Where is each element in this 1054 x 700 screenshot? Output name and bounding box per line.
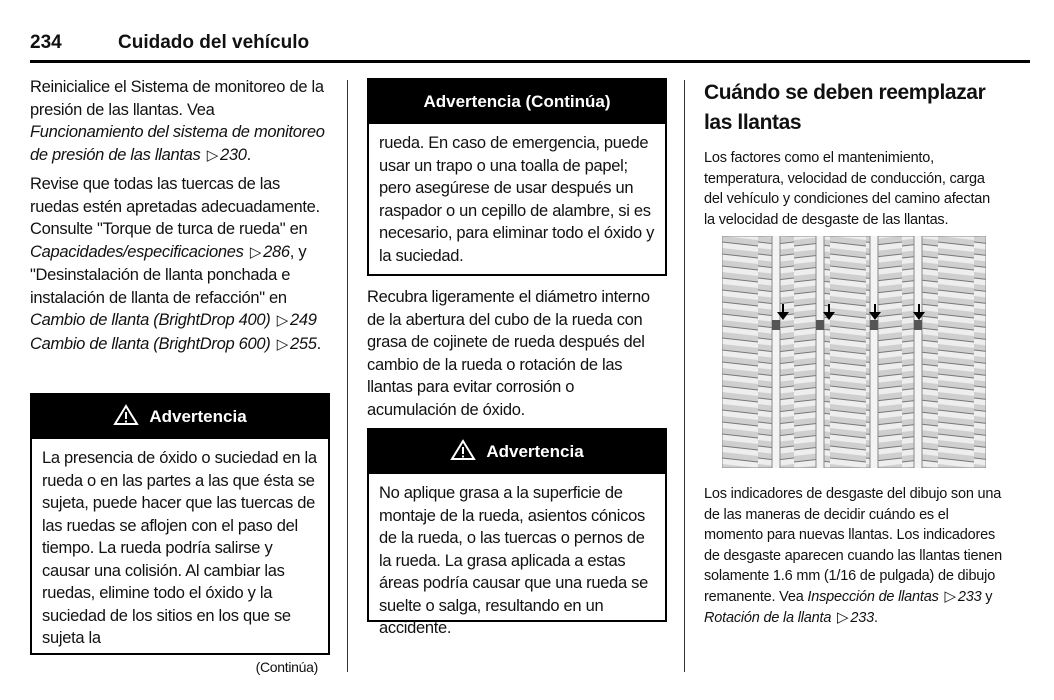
link-capacities[interactable]: Capacidades/especificaciones (30, 242, 244, 261)
warning-header (369, 430, 665, 474)
warning-title: Advertencia (Continúa) (423, 92, 611, 111)
paragraph-reset-tpms: Reinicialice el Sistema de monitoreo de la presión de las llantas. Vea Funcionamiento del sistema de monitoreo de presión de las llantas ▷ 230. (30, 78, 325, 164)
warning-triangle-icon (450, 439, 476, 466)
column-middle (367, 286, 667, 427)
column-divider (347, 80, 348, 672)
warning-title: Advertencia (486, 442, 584, 461)
page-ref-icon: ▷ (249, 243, 262, 261)
warning-box-grease (367, 428, 667, 637)
column-right (704, 78, 1004, 236)
link-tpms-operation[interactable]: Funcionamiento del sistema de monitoreo de presión de las llantas (30, 123, 325, 164)
paragraph-wear-indicators: Los indicadores de desgaste del dibujo son una de las maneras de decidir cuándo es el momento para nuevas llantas. Los indicadores de desgaste aparecen cuando las llantas tienen solamente 1.6 mm (1/16 de pulgada) de dibujo remanente. Vea Inspección de llantas ▷ 233 y Rotación de la llanta ▷ 233. (704, 486, 1002, 626)
warning-box-continued (367, 78, 667, 276)
warning-header (369, 80, 665, 124)
paragraph-wear-factors: Los factores como el mantenimiento, temperatura, velocidad de conducción, carga del vehículo y condiciones del camino afectan la velocidad de desgaste de las llantas. (704, 150, 991, 228)
page-ref-icon: ▷ (206, 146, 218, 164)
link-tire-inspection[interactable]: Inspección de llantas (807, 588, 939, 605)
page-ref-icon: ▷ (944, 587, 956, 605)
column-divider (684, 80, 685, 672)
warning-body: rueda. En caso de emergencia, puede usar un trapo o una toalla de papel; pero asegúrese de usar después un raspador o un cepillo de alambre, si es necesario, para eliminar todo el óxido y la suciedad. (379, 134, 655, 265)
section-title: Cuidado del vehículo (118, 32, 310, 53)
link-tire-change-400[interactable]: Cambio de llanta (BrightDrop 400) (30, 311, 271, 329)
link-tire-rotation[interactable]: Rotación de la llanta (704, 609, 832, 626)
section-heading: Cuándo se deben reemplazar las llantas (704, 81, 986, 134)
page-number: 234 (30, 32, 62, 53)
page-header (30, 30, 1030, 63)
page-ref-icon: ▷ (837, 608, 849, 626)
tread-wear-indicator-illustration (722, 236, 986, 468)
page-ref-icon: ▷ (276, 335, 289, 353)
warning-triangle-icon (113, 404, 139, 431)
column-left (30, 76, 330, 362)
warning-header (32, 395, 328, 439)
link-tire-change-600[interactable]: Cambio de llanta (BrightDrop 600) (30, 334, 271, 353)
continued-label: (Continúa) (255, 658, 318, 675)
warning-body: No aplique grasa a la superficie de montaje de la rueda, asientos cónicos de la rueda, o las tuercas o pernos de la rueda. La grasa aplicada a estas áreas podría causar que una rueda se suelte o salga, resultando en un accidente. (379, 484, 648, 637)
page-ref-icon: ▷ (276, 312, 289, 329)
warning-body: La presencia de óxido o suciedad en la rueda o en las partes a las que ésta se sujeta, puede hacer que las tuercas de las ruedas se aflojen con el paso del tiempo. La rueda podría salirse y causar una colisión. Al cambiar las ruedas, elimine todo el óxido y la suciedad de los sitios en los que se sujeta la (Continúa) (32, 439, 328, 682)
paragraph-grease-hub: Recubra ligeramente el diámetro interno de la abertura del cubo de la rueda con grasa de cojinete de rueda después del cambio de la rueda o rotación de las llantas para evitar corrosión o acumulación de óxido. (367, 288, 650, 419)
warning-box-rust (30, 393, 330, 675)
warning-title: Advertencia (149, 407, 247, 426)
paragraph-check-nuts: Revise que todas las tuercas de las ruedas estén apretadas adecuadamente. Consulte "Torque de turca de rueda" en Capacidades/especificaciones ▷ 286, y "Desinstalación de llanta ponchada e instalación de llanta de refacción" en Cambio de llanta (BrightDrop 400) ▷ 249 Cambio de llanta (BrightDrop 600) ▷ 255. (30, 175, 321, 353)
